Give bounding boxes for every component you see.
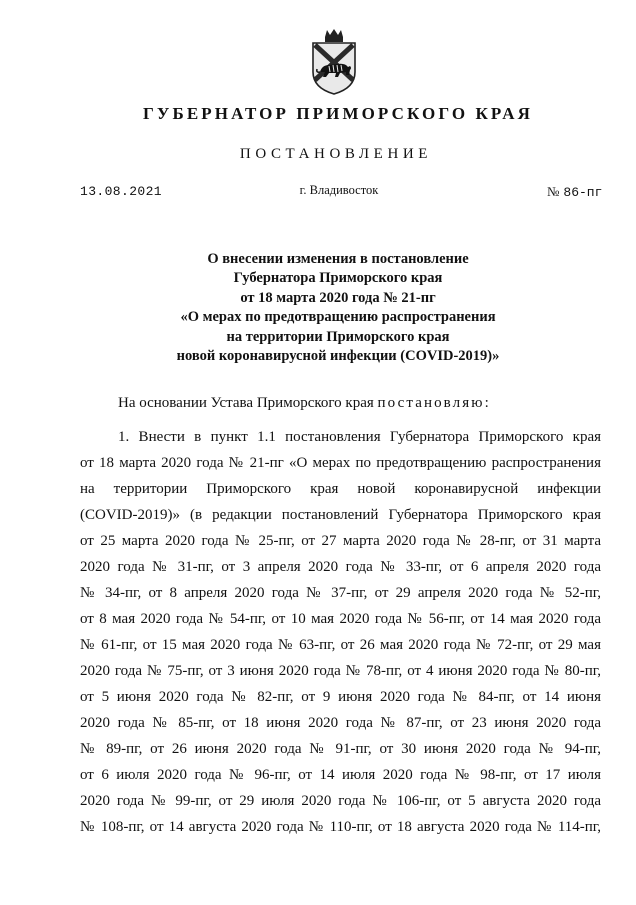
decree-word: постановляю xyxy=(377,395,485,411)
number-sign: № xyxy=(547,184,560,199)
body-line: 2020 года № 75-пг, от 3 июня 2020 года № 78-пг, от 4 июня 2020 года № 80-пг, xyxy=(80,663,601,679)
issuing-authority: ГУБЕРНАТОР ПРИМОРСКОГО КРАЯ xyxy=(143,104,533,123)
title-line: Губернатора Приморского края xyxy=(233,270,443,287)
title-line: новой коронавирусной инфекции (COVID-2019)» xyxy=(176,348,500,365)
body-line: 2020 года № 31-пг, от 3 апреля 2020 года № 33-пг, от 6 апреля 2020 года xyxy=(80,559,601,575)
coat-of-arms-icon xyxy=(305,28,363,96)
body-line: на территории Приморского края новой коронавирусной инфекции xyxy=(80,481,601,497)
crown-icon xyxy=(325,29,343,42)
body-line: 2020 года № 99-пг, от 29 июля 2020 года № 106-пг, от 5 августа 2020 года xyxy=(80,793,601,809)
number-value: 86-пг xyxy=(563,185,603,200)
body-line: от 6 июля 2020 года № 96-пг, от 14 июля 2020 года № 98-пг, от 17 июля xyxy=(80,767,601,783)
title-line: «О мерах по предотвращению распространения xyxy=(180,309,496,326)
basis-text: На основании Устава Приморского края xyxy=(118,395,378,411)
document-title xyxy=(0,250,636,366)
body-line: № 108-пг, от 14 августа 2020 года № 110-пг, от 18 августа 2020 года № 114-пг, xyxy=(80,819,601,835)
body-line: (COVID-2019)» (в редакции постановлений Губернатора Приморского края xyxy=(80,507,601,523)
title-line: от 18 марта 2020 года № 21-пг xyxy=(240,289,436,306)
basis-colon: : xyxy=(484,395,489,411)
body-line: от 5 июня 2020 года № 82-пг, от 9 июня 2020 года № 84-пг, от 14 июня xyxy=(80,689,601,705)
decree-item-1 xyxy=(80,424,601,840)
legal-basis-paragraph xyxy=(118,395,489,412)
body-line: № 61-пг, от 15 мая 2020 года № 63-пг, от 26 мая 2020 года № 72-пг, от 29 мая xyxy=(80,637,601,653)
body-line: от 8 мая 2020 года № 54-пг, от 10 мая 2020 года № 56-пг, от 14 мая 2020 года xyxy=(80,611,601,627)
document-city: г. Владивосток xyxy=(299,183,379,197)
title-line: на территории Приморского края xyxy=(226,328,450,345)
document-number xyxy=(547,184,602,200)
body-line: 2020 года № 85-пг, от 18 июня 2020 года № 87-пг, от 23 июня 2020 года xyxy=(80,715,601,731)
document-date: 13.08.2021 xyxy=(80,184,163,199)
body-line: от 25 марта 2020 года № 25-пг, от 27 марта 2020 года № 28-пг, от 31 марта xyxy=(80,533,601,549)
body-line: 1. Внести в пункт 1.1 постановления Губернатора Приморского края xyxy=(118,429,601,445)
body-line: от 18 марта 2020 года № 21-пг «О мерах по предотвращению распространения xyxy=(80,455,601,471)
body-line: № 89-пг, от 26 июня 2020 года № 91-пг, от 30 июня 2020 года № 94-пг, xyxy=(80,741,601,757)
title-line: О внесении изменения в постановление xyxy=(207,251,469,267)
body-line: № 34-пг, от 8 апреля 2020 года № 37-пг, от 29 апреля 2020 года № 52-пг, xyxy=(80,585,601,601)
document-type: ПОСТАНОВЛЕНИЕ xyxy=(239,146,433,162)
